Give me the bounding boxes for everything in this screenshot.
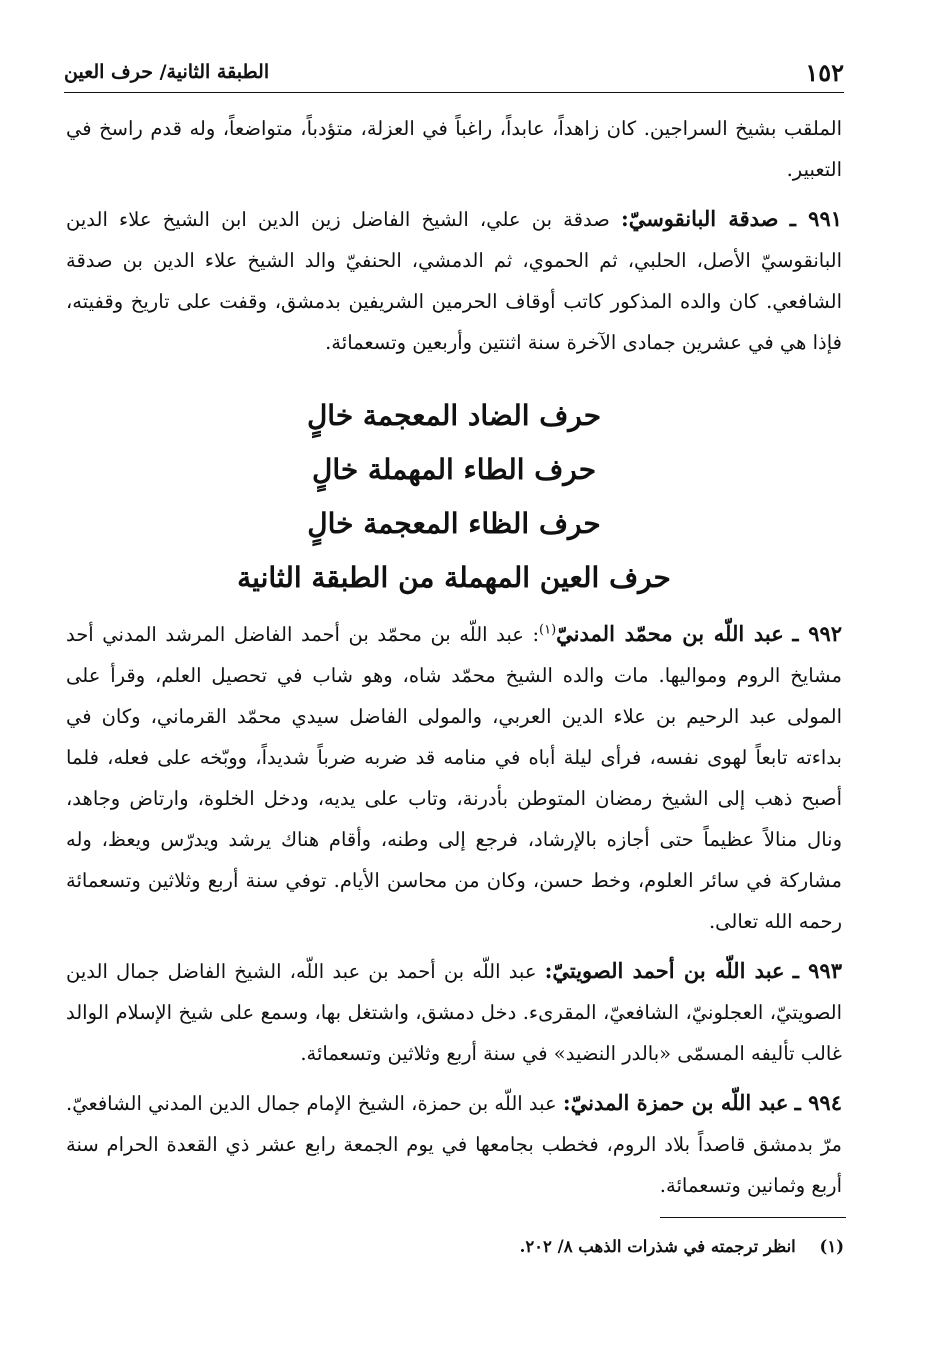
entry-number: ٩٩٢ ـ	[792, 621, 843, 646]
entry-text: : عبد اللّه بن محمّد بن أحمد الفاضل المرشد المدني أحد مشايخ الروم ومواليها. مات والده الشيخ محمّد شاه، وهو شاب في تحصيل العلم، وقرأ على المولى عبد الرحيم بن علاء الدين العربي، والمولى الفاضل سيدي محمّد القرماني، وكان في بداءته تابعاً لهوى نفسه، فرأى ليلة أباه في منامه قد ضربه ضرباً شديداً، ووبّخه على فعله، فلما أصبح ذهب إلى الشيخ رمضان المتوطن بأدرنة، وتاب على يديه، ودخل الخلوة، وارتاض وجاهد، ونال منالاً عظيماً حتى أجازه بالإرشاد، فرجع إلى وطنه، وأقام هناك يرشد ويدرّس ويعظ، وله مشاركة في سائر العلوم، وخط حسن، وكان من محاسن الأيام. توفي سنة أربع وثلاثين وتسعمائة رحمه الله تعالى.	[66, 623, 842, 933]
entry-number: ٩٩٤ ـ	[794, 1090, 842, 1115]
section-headings	[66, 389, 842, 605]
entry-name: عبد اللّه بن أحمد الصويتيّ:	[544, 958, 785, 983]
footnote-reference[interactable]: (١)	[539, 622, 557, 638]
page-header	[64, 52, 844, 93]
entry-number: ٩٩٣ ـ	[792, 958, 842, 983]
entry-name: عبد اللّه بن محمّد المدنيّ	[556, 621, 784, 646]
page-number: ١٥٢	[805, 57, 844, 87]
entry-992	[66, 613, 842, 942]
running-title: الطبقة الثانية/ حرف العين	[64, 61, 270, 83]
entry-text: عبد اللّه بن حمزة، الشيخ الإمام جمال الدين المدني الشافعيّ. مرّ بدمشق قاصداً بلاد الروم، فخطب بجامعها في يوم الجمعة رابع عشر ذي القعدة الحرام سنة أربع وثمانين وتسعمائة.	[66, 1092, 842, 1197]
entry-994	[66, 1082, 842, 1206]
section-heading-taa: حرف الطاء المهملة خالٍ	[311, 453, 597, 486]
footnote	[64, 1233, 844, 1261]
intro-paragraph: الملقب بشيخ السراجين. كان زاهداً، عابداً، راغباً في العزلة، متؤدباً، متواضعاً، وله قدم راسخ في التعبير.	[66, 117, 842, 181]
footnote-marker: (١)	[819, 1237, 844, 1256]
section-heading-dad: حرف الضاد المعجمة خالٍ	[306, 399, 602, 432]
entry-text: عبد اللّه بن أحمد بن عبد اللّه، الشيخ الفاضل جمال الدين الصويتيّ، العجلونيّ، الشافعيّ، المقرىء. دخل دمشق، واشتغل بها، وسمع على شيخ الإسلام الوالد غالب تأليفه المسمّى «بالدر النضيد» في سنة أربع وثلاثين وتسعمائة.	[66, 960, 842, 1065]
page-body	[66, 108, 842, 1214]
entry-name: صدقة البانقوسيّ:	[620, 206, 779, 231]
entry-number: ٩٩١ ـ	[789, 206, 843, 231]
entry-text: صدقة بن علي، الشيخ الفاضل زين الدين ابن الشيخ علاء الدين البانقوسيّ الأصل، الحلبي، ثم الحموي، ثم الدمشي، الحنفيّ والد الشيخ علاء الدين بن صدقة الشافعي. كان والده المذكور كاتب أوقاف الحرمين الشريفين بدمشق، وقفت على تاريخ وقفيته، فإذا هي في عشرين جمادى الآخرة سنة اثنتين وأربعين وتسعمائة.	[66, 208, 842, 354]
footnote-text: انظر ترجمته في شذرات الذهب ٨/ ٢٠٢.	[519, 1237, 796, 1256]
entry-991	[66, 198, 842, 363]
section-heading-zaa: حرف الظاء المعجمة خالٍ	[307, 507, 601, 540]
section-heading-ayn: حرف العين المهملة من الطبقة الثانية	[237, 561, 671, 594]
footnote-divider	[660, 1217, 846, 1218]
entry-993	[66, 950, 842, 1074]
entry-name: عبد اللّه بن حمزة المدنيّ:	[562, 1090, 789, 1115]
